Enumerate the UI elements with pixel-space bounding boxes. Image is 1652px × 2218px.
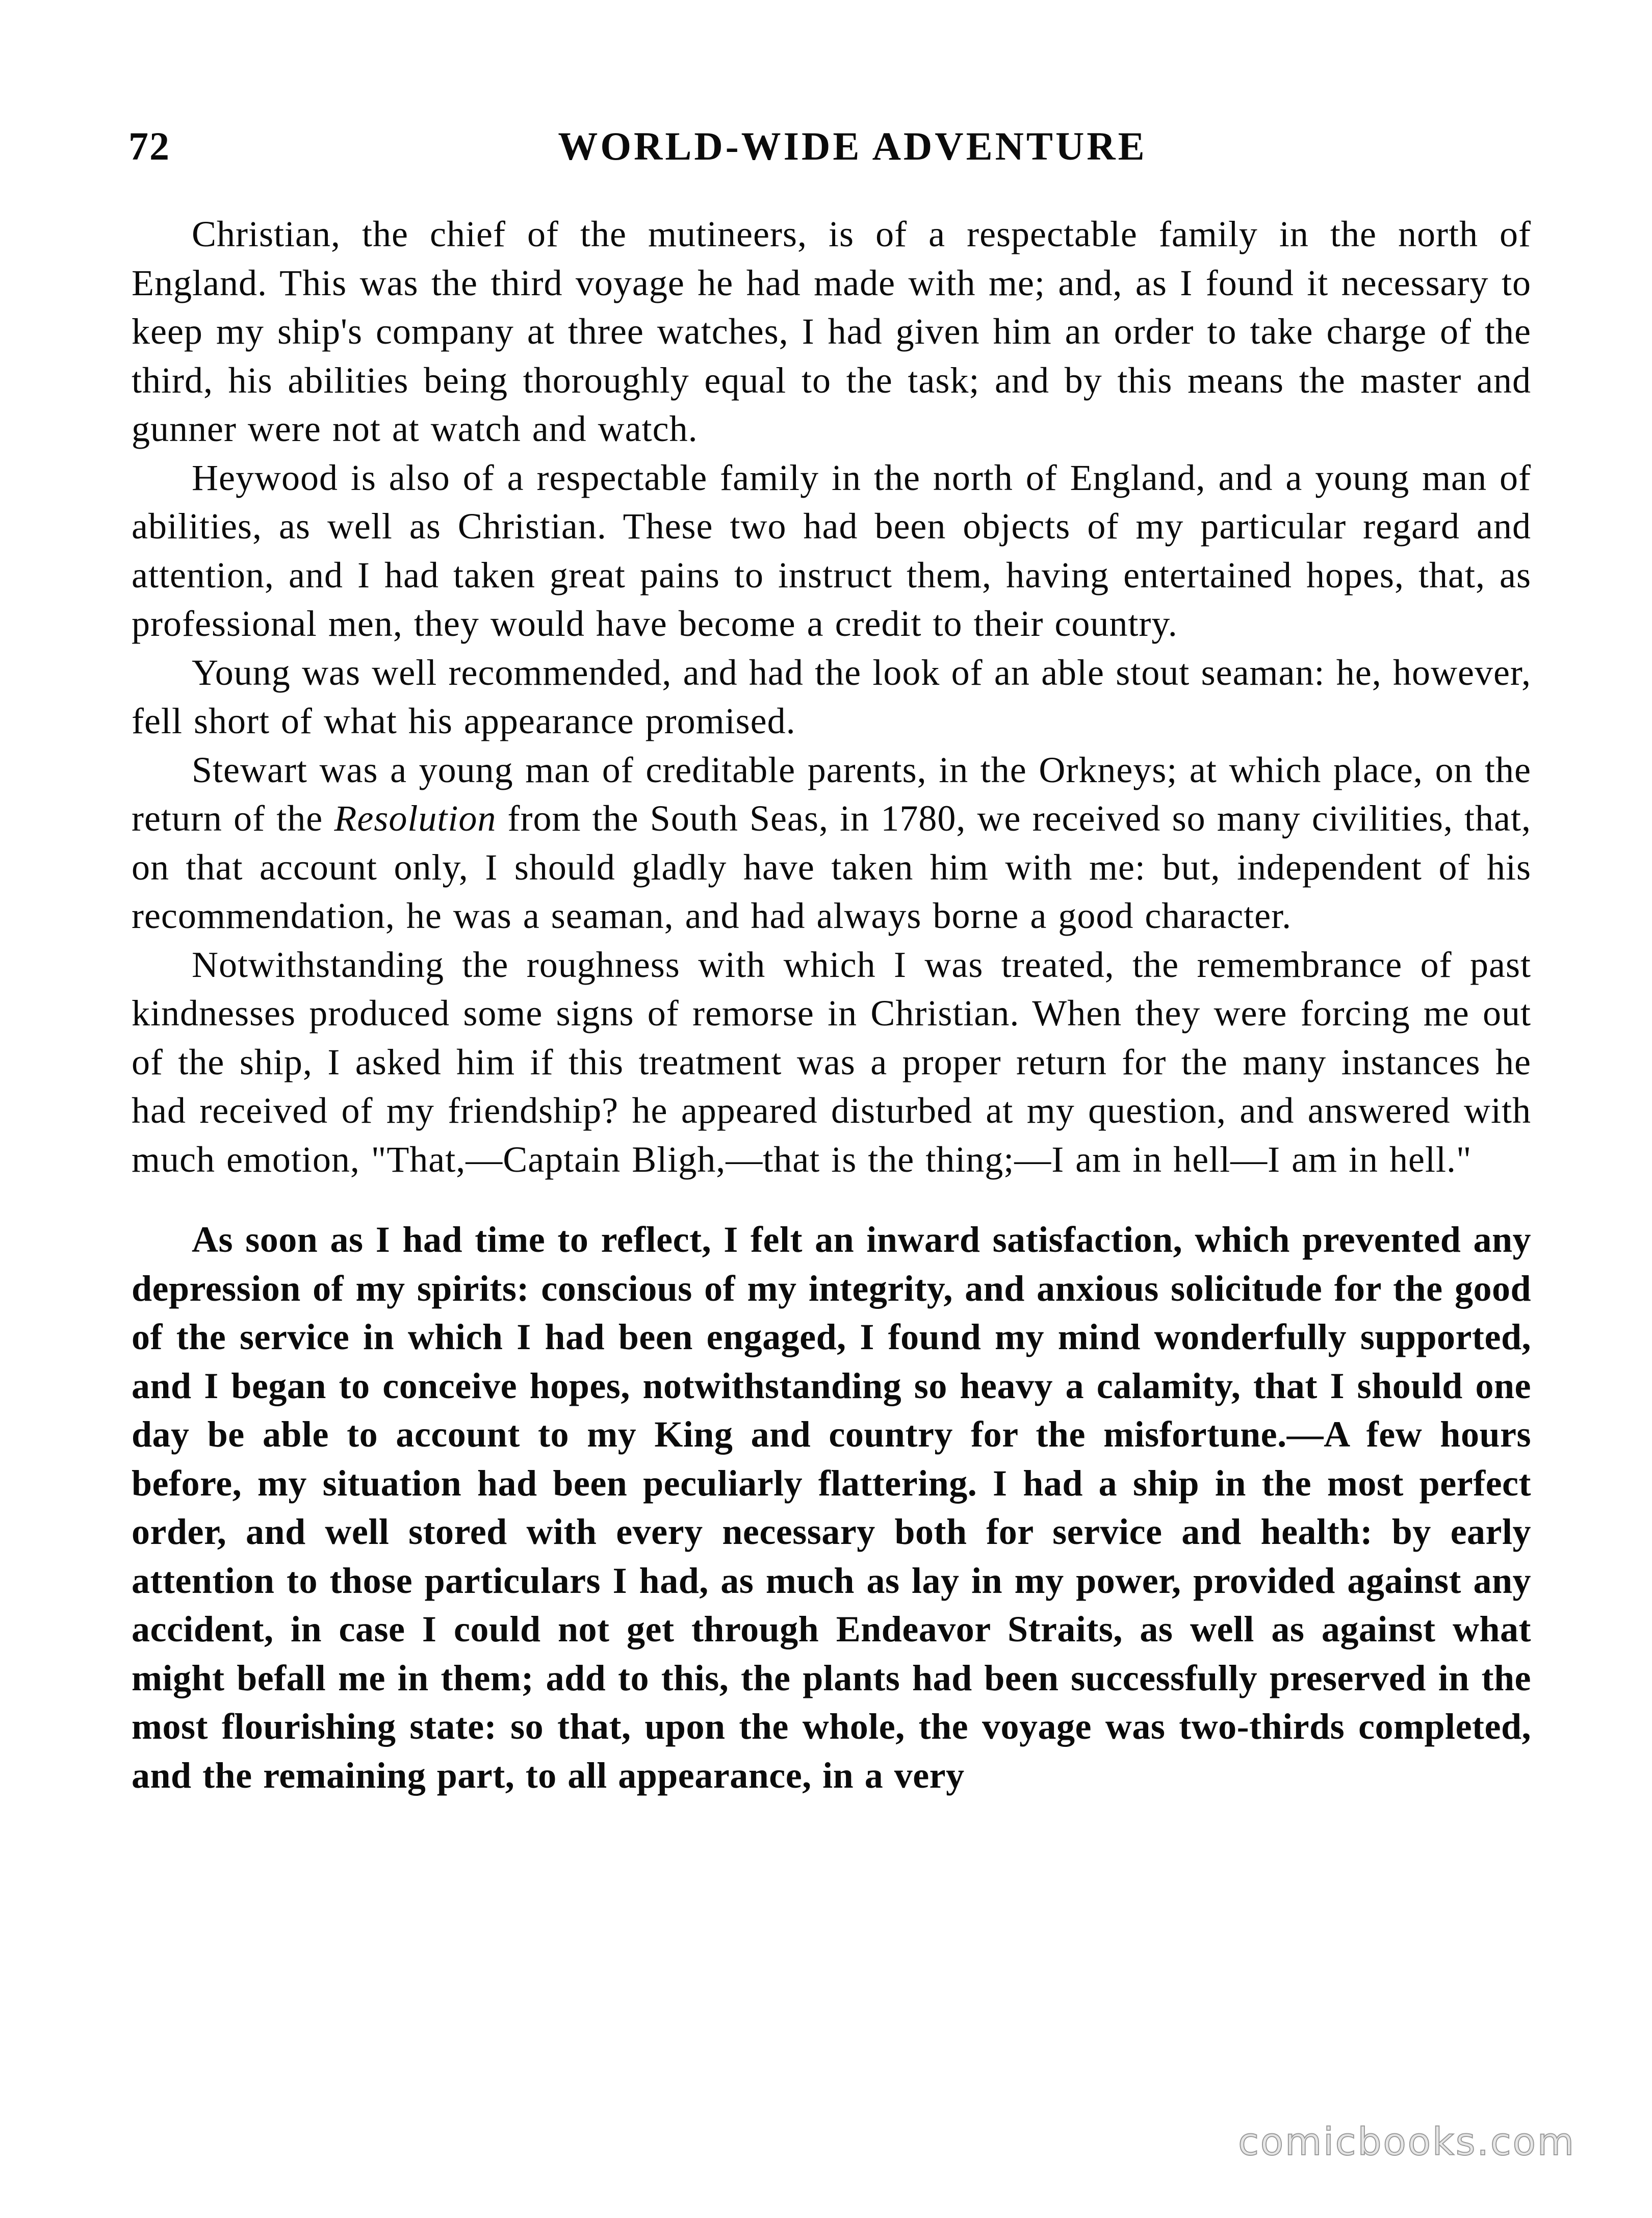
stewart-text-after: from the South Seas, in 1780, we received so many civilities, that, on that account only, I should gladly have taken him with me: but, independent of his recommendation, he was a seaman, and had always borne a good character.	[132, 798, 1532, 936]
paragraph-heywood: Heywood is also of a respectable family in the north of England, and a young man of abilities, as well as Christian. These two had been objects of my particular regard and attention, and I had taken great pains to instruct them, having entertained hopes, that, as professional men, they would have become a credit to their country.	[132, 457, 1531, 644]
body-text	[132, 210, 1531, 1800]
paragraph-reflection: As soon as I had time to reflect, I felt an inward satisfaction, which prevented any depression of my spirits: conscious of my integrity, and anxious solicitude for the good of the service in which I had been engaged, I found my mind wonderfully supported, and I began to conceive hopes, notwithstanding so heavy a calamity, that I should one day be able to account to my King and country for the misfortune.—A few hours before, my situation had been peculiarly flattering. I had a ship in the most perfect order, and well stored with every necessary both for service and health: by early attention to those particulars I had, as much as lay in my power, provided against any accident, in case I could not get through Endeavor Straits, as well as against what might befall me in them; add to this, the plants had been successfully preserved in the most flourishing state: so that, upon the whole, the voyage was two-thirds completed, and the remaining part, to all appearance, in a very	[132, 1219, 1531, 1796]
paragraph-young: Young was well recommended, and had the look of an able stout seaman: he, however, fell short of what his appearance promised.	[132, 652, 1531, 741]
page-header	[128, 118, 1526, 174]
stewart-text-before: Stewart was a young man of creditable parents, in the Orkneys; at which place, on the return of the	[132, 749, 1531, 839]
watermark: comicbooks.com	[1238, 2120, 1576, 2164]
running-head: WORLD-WIDE ADVENTURE	[558, 124, 1147, 168]
paragraph-remorse: Notwithstanding the roughness with which I was treated, the remembrance of past kindnesses produced some signs of remorse in Christian. When they were forcing me out of the ship, I asked him if this treatment was a proper return for the many instances he had received of my friendship? he appeared disturbed at my question, and answered with much emotion, "That,—Captain Bligh,—that is the thing;—I am in hell—I am in hell."	[132, 944, 1531, 1180]
page-number: 72	[128, 124, 170, 168]
paragraph-stewart	[132, 746, 1531, 941]
paragraph-christian: Christian, the chief of the mutineers, is of a respectable family in the north of England. This was the third voyage he had made with me; and, as I found it necessary to keep my ship's company at three watches, I had given him an order to take charge of the third, his abilities being thoroughly equal to the task; and by this means the master and gunner were not at watch and watch.	[132, 214, 1531, 449]
ship-name: Resolution	[334, 798, 497, 839]
